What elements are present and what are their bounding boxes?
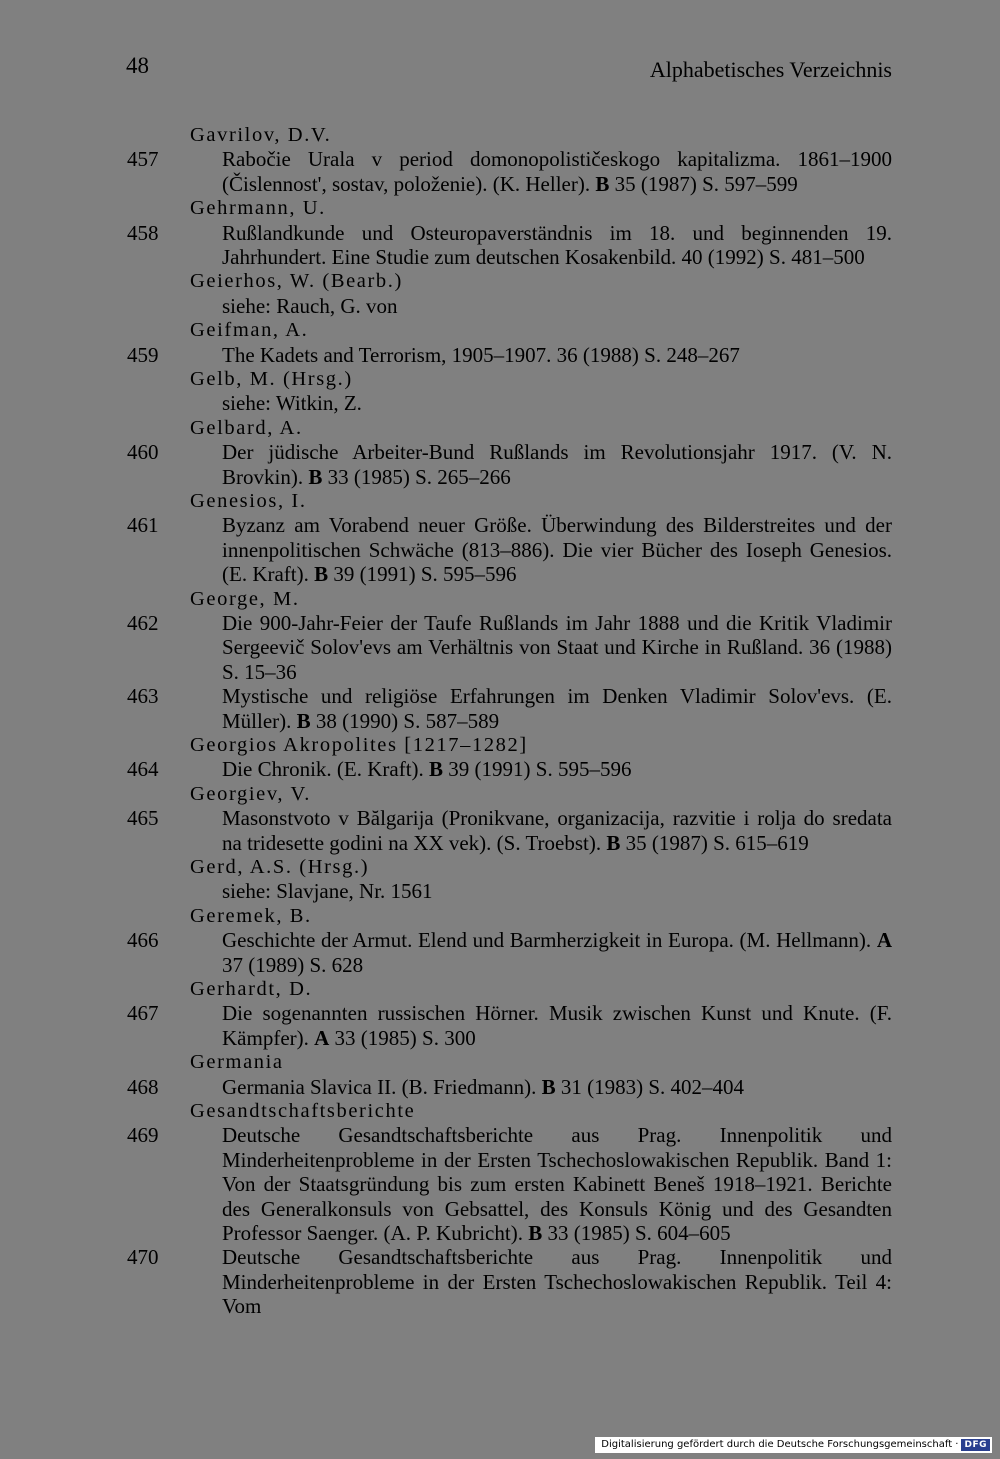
- index-author-heading: Geremek, B.: [190, 904, 312, 927]
- entry-number: 463: [127, 684, 159, 709]
- entry-text: [222, 1245, 892, 1318]
- index-author-heading: Gehrmann, U.: [190, 197, 326, 220]
- entry-title: Byzanz am Vorabend neuer Größe. Überwindung des Bilderstreites und der innenpolitischen Schwäche (813–886). Die vier Bücher des Ioseph Genesios. (E. Kraft).: [222, 513, 892, 587]
- entry-title: Der jüdische Arbeiter-Bund Rußlands im Revolutionsjahr 1917. (V. N. Brovkin).: [222, 440, 892, 489]
- entry-text: [222, 294, 892, 318]
- entry-number: 467: [127, 1001, 159, 1026]
- index-author-heading: Gelbard, A.: [190, 416, 303, 439]
- review-section-letter: A: [876, 928, 892, 953]
- entry-number: 457: [127, 147, 159, 172]
- review-section-letter: B: [541, 1074, 556, 1099]
- entry-title: siehe: Slavjane, Nr. 1561: [222, 879, 433, 904]
- review-section-letter: B: [606, 830, 621, 855]
- entry-text: [222, 1001, 892, 1050]
- entry-text: [222, 684, 892, 733]
- entry-text: [222, 513, 892, 586]
- entry-text: [222, 343, 892, 367]
- running-title: Alphabetisches Verzeichnis: [649, 57, 892, 82]
- index-entry: [0, 611, 1000, 684]
- entry-title: The Kadets and Terrorism, 1905–1907. 36 (1988) S. 248–267: [222, 342, 740, 367]
- entry-title: Masonstvoto v Bălgarija (Pronikvane, organizacija, razvitie i rolja do sredata na tridesette godini na XX vek). (S. Troebst).: [222, 806, 892, 855]
- index-entry: [0, 513, 1000, 586]
- index-author-heading: Gelb, M. (Hrsg.): [190, 368, 353, 390]
- index-entry: [0, 757, 1000, 781]
- index-entry: [0, 391, 1000, 415]
- entry-text: [222, 147, 892, 196]
- index-entry: [0, 684, 1000, 733]
- index-entry: [0, 806, 1000, 855]
- entry-title: Die 900-Jahr-Feier der Taufe Rußlands im Jahr 1888 und die Kritik Vladimir Sergeevič Solov'evs am Verhältnis von Staat und Kirche in Rußland. 36 (1988) S. 15–36: [222, 611, 892, 684]
- index-author-heading: Gesandtschaftsberichte: [190, 1100, 416, 1123]
- index-author-heading: Germania: [190, 1051, 284, 1074]
- index-entry: [0, 1001, 1000, 1050]
- credit-text: Digitalisierung gefördert durch die Deutsche Forschungsgemeinschaft ·: [601, 1439, 959, 1450]
- entry-text: [222, 806, 892, 855]
- entry-number: 458: [127, 220, 159, 245]
- entry-title: Rabočie Urala v period domonopolističeskogo kapitalizma. 1861–1900 (Čislennost', sostav, položenie). (K. Heller).: [222, 147, 892, 196]
- entry-title: Rußlandkunde und Osteuropaverständnis im 18. und beginnenden 19. Jahrhundert. Eine Studie zum deutschen Kosakenbild. 40 (1992) S. 481–500: [222, 220, 892, 269]
- review-section-letter: B: [308, 464, 323, 489]
- entry-citation: 39 (1991) S. 595–596: [443, 757, 632, 782]
- entry-citation: 33 (1985) S. 604–605: [542, 1221, 731, 1246]
- index-entry: [0, 440, 1000, 489]
- entry-number: 468: [127, 1074, 159, 1099]
- entry-text: [222, 221, 892, 270]
- entry-citation: 31 (1983) S. 402–404: [555, 1074, 745, 1099]
- index-entry: [0, 1075, 1000, 1099]
- entry-citation: 35 (1987) S. 597–599: [609, 171, 798, 196]
- review-section-letter: B: [296, 708, 311, 733]
- index-entry: [0, 1123, 1000, 1245]
- entry-text: [222, 611, 892, 684]
- entry-number: 469: [127, 1123, 159, 1148]
- entry-title: siehe: Witkin, Z.: [222, 391, 362, 416]
- entry-citation: 33 (1985) S. 300: [329, 1025, 476, 1050]
- entry-title: Mystische und religiöse Erfahrungen im Denken Vladimir Solov'evs. (E. Müller).: [222, 684, 892, 733]
- entry-title: Geschichte der Armut. Elend und Barmherzigkeit in Europa. (M. Hellmann).: [222, 928, 877, 953]
- index-entry: [0, 221, 1000, 270]
- entry-citation: 35 (1987) S. 615–619: [620, 830, 809, 855]
- index-entries: [0, 123, 1000, 1319]
- entry-number: 465: [127, 806, 159, 831]
- index-author-heading: Geifman, A.: [190, 319, 309, 342]
- index-author-heading: Gavrilov, D.V.: [190, 124, 332, 146]
- entry-title: Germania Slavica II. (B. Friedmann).: [222, 1074, 542, 1099]
- index-entry: [0, 147, 1000, 196]
- entry-text: [222, 1075, 892, 1099]
- review-section-letter: B: [314, 562, 329, 587]
- entry-citation: 39 (1991) S. 595–596: [328, 562, 517, 587]
- entry-number: 464: [127, 757, 159, 782]
- entry-title: Die Chronik. (E. Kraft).: [222, 757, 430, 782]
- index-entry: [0, 343, 1000, 367]
- entry-text: [222, 928, 892, 977]
- index-author-heading: Geierhos, W. (Bearb.): [190, 270, 403, 293]
- index-author-heading: Gerhardt, D.: [190, 978, 313, 1001]
- index-entry: [0, 879, 1000, 903]
- entry-text: [222, 879, 892, 903]
- entry-citation: 33 (1985) S. 265–266: [322, 464, 511, 489]
- entry-text: [222, 757, 892, 781]
- index-entry: [0, 294, 1000, 318]
- entry-title: Deutsche Gesandtschaftsberichte aus Prag. Innenpolitik und Minderheitenprobleme in der Ersten Tschechoslowakischen Republik. Band 1: Von der Staatsgründung bis zum ersten Kabinett Beneš 1918–1921. Berichte des Generalkonsuls von Gebsattel, des Konsuls König und des Gesandten Professor Saenger. (A. P. Kubricht).: [222, 1123, 892, 1246]
- review-section-letter: B: [528, 1221, 543, 1246]
- entry-citation: 37 (1989) S. 628: [222, 952, 364, 977]
- page-number: 48: [126, 53, 149, 78]
- index-author-heading: George, M.: [190, 587, 300, 610]
- entry-citation: 38 (1990) S. 587–589: [310, 708, 500, 733]
- entry-text: [222, 391, 892, 415]
- index-entry: [0, 1245, 1000, 1318]
- entry-number: 461: [127, 513, 159, 538]
- entry-number: 460: [127, 440, 159, 465]
- entry-number: 459: [127, 342, 159, 367]
- index-author-heading: Georgios Akropolites [1217–1282]: [190, 734, 528, 757]
- entry-text: [222, 440, 892, 489]
- entry-title: Deutsche Gesandtschaftsberichte aus Prag. Innenpolitik und Minderheitenprobleme in der Ersten Tschechoslowakischen Republik. Teil 4: Vom: [222, 1245, 892, 1319]
- entry-number: 470: [127, 1245, 159, 1270]
- entry-number: 466: [127, 928, 159, 953]
- review-section-letter: B: [429, 757, 444, 782]
- digitization-credit: [595, 1437, 992, 1453]
- entry-title: Die sogenannten russischen Hörner. Musik zwischen Kunst und Knute. (F. Kämpfer).: [222, 1001, 892, 1050]
- entry-text: [222, 1123, 892, 1245]
- entry-title: siehe: Rauch, G. von: [222, 293, 398, 318]
- entry-number: 462: [127, 611, 159, 635]
- index-author-heading: Gerd, A.S. (Hrsg.): [190, 856, 370, 879]
- index-author-heading: Georgiev, V.: [190, 782, 311, 805]
- index-author-heading: Genesios, I.: [190, 490, 307, 512]
- dfg-logo: DFG: [961, 1439, 990, 1451]
- review-section-letter: A: [314, 1025, 330, 1050]
- review-section-letter: B: [595, 171, 610, 196]
- index-entry: [0, 928, 1000, 977]
